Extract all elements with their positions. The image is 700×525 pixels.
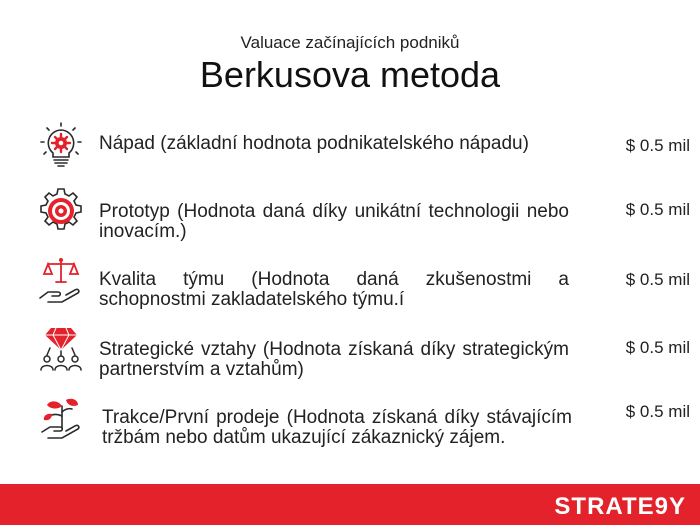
idea-bulb-icon xyxy=(36,122,86,172)
gear-target-icon xyxy=(36,186,86,236)
item-label: Kvalita týmu (Hodnota daná zkušenostmi a schopnostmi zakladatelského týmu.í xyxy=(99,269,569,310)
diamond-people-icon xyxy=(36,324,86,374)
item-label: Prototyp (Hodnota daná díky unikátní technologii nebo inovacím.) xyxy=(99,201,569,242)
item-value: $ 0.5 mil xyxy=(625,200,690,219)
page-subtitle: Valuace začínajících podniků xyxy=(240,33,460,52)
item-label: Trakce/První prodeje (Hodnota získaná díky stávajícím tržbám nebo datům ukazující zákaznický zájem. xyxy=(102,407,572,448)
footer-bar xyxy=(0,484,700,525)
item-value: $ 0.5 mil xyxy=(625,402,690,421)
brand-logo: STRATE9Y xyxy=(554,493,686,520)
scales-hand-icon xyxy=(36,256,86,306)
item-value: $ 0.5 mil xyxy=(625,338,690,357)
item-value: $ 0.5 mil xyxy=(625,270,690,289)
item-label: Nápad (základní hodnota podnikatelského nápadu) xyxy=(99,133,529,154)
item-label: Strategické vztahy (Hodnota získaná díky strategickým partnerstvím a vztahům) xyxy=(99,339,569,380)
page-title: Berkusova metoda xyxy=(199,54,501,95)
item-value: $ 0.5 mil xyxy=(625,136,690,155)
hand-plant-icon xyxy=(36,394,86,444)
